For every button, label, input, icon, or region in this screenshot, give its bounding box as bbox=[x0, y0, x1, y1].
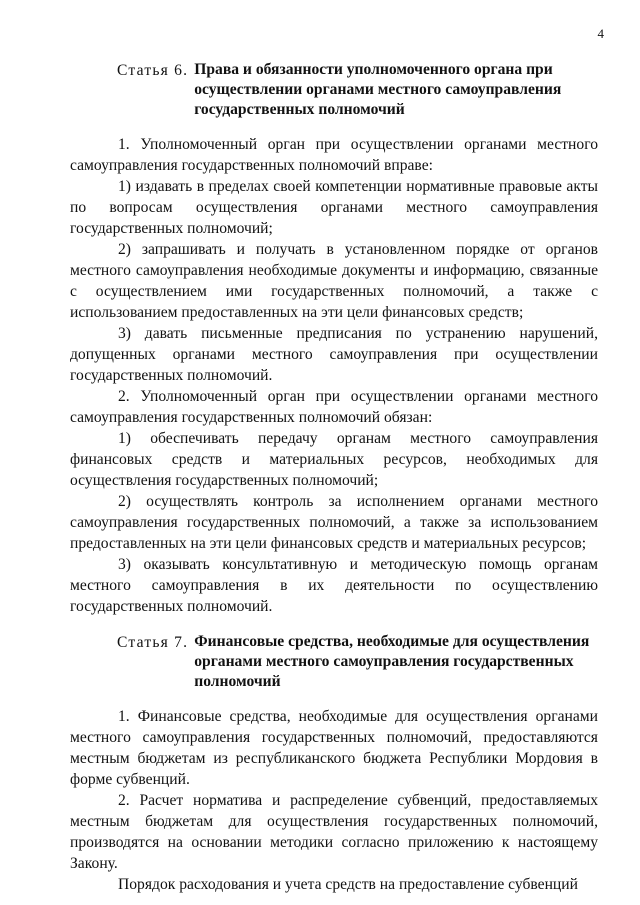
article-6-title: Права и обязанности уполномоченного органа при осуществлении органами местного самоуправления государственных полномочий bbox=[194, 61, 562, 118]
article-6-paragraph: 1) обеспечивать передачу органам местного самоуправления финансовых средств и материальных ресурсов, необходимых для осуществления государственных полномочий; bbox=[70, 430, 598, 489]
document-body bbox=[70, 60, 598, 895]
article-6-paragraph: 1. Уполномоченный орган при осуществлении органами местного самоуправления государственных полномочий вправе: bbox=[70, 136, 598, 174]
article-6-paragraph: 2) осуществлять контроль за исполнением органами местного самоуправления государственных полномочий, а также за использованием предоставленных на эти цели финансовых средств и материальных ресурсов; bbox=[70, 493, 598, 552]
article-7-label: Статья 7. bbox=[117, 634, 189, 651]
article-7-paragraph: 2. Расчет норматива и распределение субвенций, предоставляемых местным бюджетам для осуществления государственных полномочий, производятся на основании методики согласно приложению к настоящему Закону. bbox=[70, 792, 598, 872]
article-6-heading bbox=[70, 60, 598, 120]
article-6-paragraph: 2. Уполномоченный орган при осуществлении органами местного самоуправления государственных полномочий обязан: bbox=[70, 388, 598, 426]
page-number: 4 bbox=[597, 26, 604, 41]
article-6-paragraph: 2) запрашивать и получать в установленном порядке от органов местного самоуправления необходимые документы и информацию, связанные с осуществлением ими государственных полномочий, а также с использованием предоставленных на эти цели финансовых средств; bbox=[70, 241, 598, 321]
article-7-paragraph: Порядок расходования и учета средств на предоставление субвенций bbox=[118, 876, 578, 893]
article-6-paragraph: 3) оказывать консультативную и методическую помощь органам местного самоуправления в их деятельности по осуществлению государственных полномочий. bbox=[70, 556, 598, 615]
article-6-paragraph: 3) давать письменные предписания по устранению нарушений, допущенных органами местного самоуправления при осуществлении государственных полномочий. bbox=[70, 325, 598, 384]
article-7-paragraph: 1. Финансовые средства, необходимые для осуществления органами местного самоуправления государственных полномочий, предоставляются местным бюджетам из республиканского бюджета Республики Мордовия в форме субвенций. bbox=[70, 708, 598, 788]
article-6-paragraph: 1) издавать в пределах своей компетенции нормативные правовые акты по вопросам осуществления органами местного самоуправления государственных полномочий; bbox=[70, 178, 598, 237]
article-6-label: Статья 6. bbox=[117, 62, 189, 79]
article-7-heading bbox=[70, 632, 598, 692]
article-7-title: Финансовые средства, необходимые для осуществления органами местного самоуправления государственных полномочий bbox=[194, 633, 590, 690]
